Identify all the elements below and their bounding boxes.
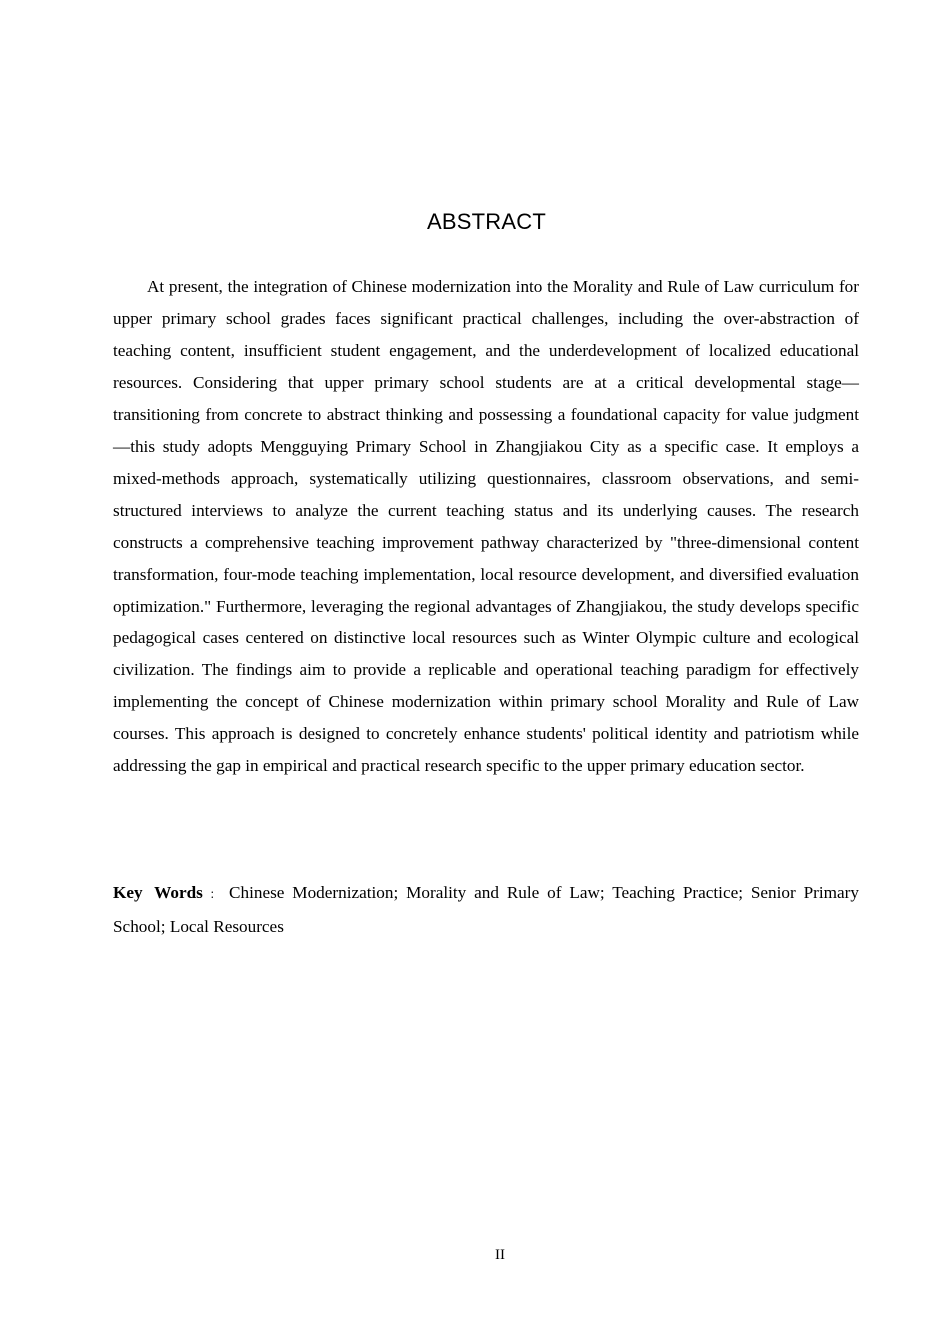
page-number: II: [495, 1247, 505, 1263]
keywords-paragraph: [113, 877, 859, 943]
abstract-paragraph: At present, the integration of Chinese modernization into the Morality and Rule of Law curriculum for upper primary school grades faces significant practical challenges, including the over-abstraction of teaching content, insufficient student engagement, and the underdevelopment of localized educational resources. Considering that upper primary school students are at a critical developmental stage—transitioning from concrete to abstract thinking and possessing a foundational capacity for value judgment—this study adopts Mengguying Primary School in Zhangjiakou City as a specific case. It employs a mixed-methods approach, systematically utilizing questionnaires, classroom observations, and semi-structured interviews to analyze the current teaching status and its underlying causes. The research constructs a comprehensive teaching improvement pathway characterized by "three-dimensional content transformation, four-mode teaching implementation, local resource development, and diversified evaluation optimization." Furthermore, leveraging the regional advantages of Zhangjiakou, the study develops specific pedagogical cases centered on distinctive local resources such as Winter Olympic culture and ecological civilization. The findings aim to provide a replicable and operational teaching paradigm for effectively implementing the concept of Chinese modernization within primary school Morality and Rule of Law courses. This approach is designed to concretely enhance students' political identity and patriotism while addressing the gap in empirical and practical research specific to the upper primary education sector.: [113, 277, 859, 776]
keywords-separator: ：: [205, 887, 226, 901]
abstract-title: ABSTRACT: [427, 209, 546, 234]
keywords-label: Key Words: [113, 883, 203, 902]
keywords-list: Chinese Modernization; Morality and Rule of Law; Teaching Practice; Senior Primary School; Local Resources: [113, 883, 859, 936]
